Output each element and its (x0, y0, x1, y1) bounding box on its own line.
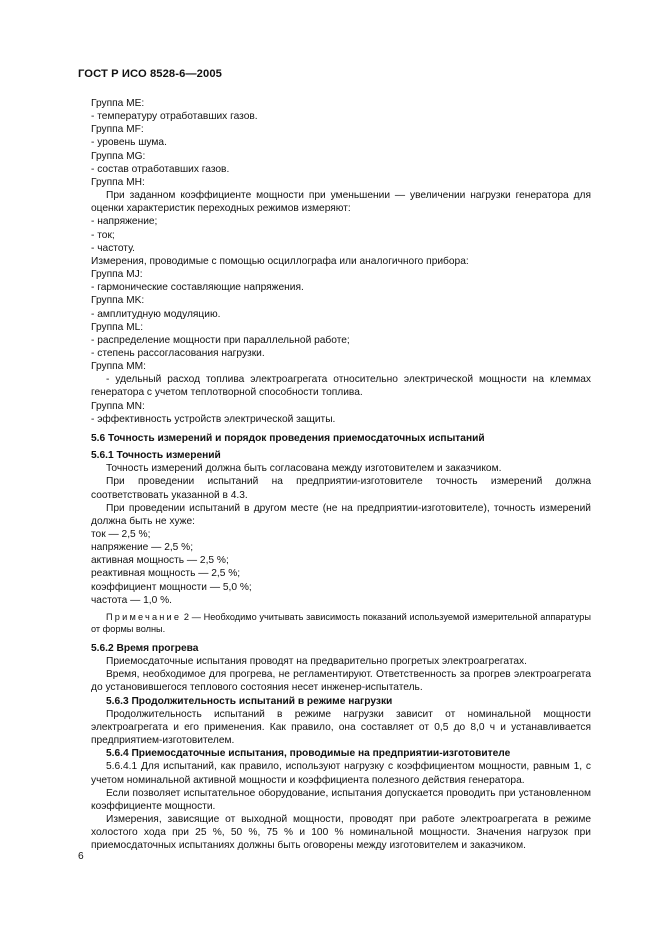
list-item: Группа MJ: (91, 269, 143, 281)
list-item: - степень рассогласования нагрузки. (91, 347, 265, 359)
subsection-heading: 5.6.1 Точность измерений (91, 450, 221, 462)
list-item: - гармонические составляющие напряжения. (91, 282, 304, 294)
accuracy-item: частота — 1,0 %. (91, 594, 173, 606)
accuracy-item: ток — 2,5 %; (91, 529, 151, 540)
accuracy-item: коэффициент мощности — 5,0 %; (91, 581, 252, 593)
paragraph: Продолжительность испытаний в режиме нагрузки зависит от номинальной мощности электроагрегата и его применения. Как правило, она составляет от 0,5 до 8,0 ч и устанавливается предприятием-изготовителем. (91, 708, 591, 747)
accuracy-item: реактивная мощность — 2,5 %; (91, 568, 241, 580)
list-item: - амплитудную модуляцию. (91, 308, 221, 320)
document-header: ГОСТ Р ИСО 8528-6—2005 (78, 68, 222, 80)
list-item: - состав отработавших газов. (91, 163, 230, 175)
list-item: - частоту. (91, 242, 135, 254)
list-item: Группа ME: (91, 98, 145, 109)
list-item: - напряжение; (91, 216, 158, 228)
list-item: - уровень шума. (91, 137, 167, 149)
note-text: 2 — Необходимо учитывать зависимость показаний используемой измерительной аппаратуры от формы волны. (91, 611, 591, 635)
paragraph: 5.6.4.1 Для испытаний, как правило, используют нагрузку с коэффициентом мощности, равным 1, с учетом номинальной активной мощности и коэффициента полезного действия генератора. (91, 761, 591, 786)
paragraph: Приемосдаточные испытания проводят на предварительно прогретых электроагрегатах. (106, 656, 527, 668)
accuracy-item: активная мощность — 2,5 %; (91, 555, 229, 567)
list-item: Измерения, проводимые с помощью осциллографа или аналогичного прибора: (91, 255, 469, 267)
section-heading: 5.6 Точность измерений и порядок проведения приемосдаточных испытаний (91, 432, 485, 444)
list-item: Группа MG: (91, 150, 146, 162)
subsection-heading: 5.6.3 Продолжительность испытаний в режиме нагрузки (106, 695, 393, 707)
note (91, 611, 591, 636)
page-content (91, 97, 591, 852)
list-item: Группа MH: (91, 176, 145, 188)
accuracy-item: напряжение — 2,5 %; (91, 542, 194, 554)
page-number: 6 (78, 851, 84, 862)
list-item: - ток; (91, 229, 115, 241)
paragraph: Время, необходимое для прогрева, не регламентируют. Ответственность за прогрев электроагрегата до установившегося теплового состояния несет инженер-испытатель. (91, 669, 591, 694)
paragraph: - удельный расход топлива электроагрегата относительно электрической мощности на клеммах генератора с учетом теплотворной способности топлива. (91, 374, 591, 399)
paragraph: При заданном коэффициенте мощности при уменьшении — увеличении нагрузки генератора для оценки характеристик переходных режимов измеряют: (91, 190, 591, 215)
list-item: Группа ML: (91, 321, 144, 333)
list-item: Группа MM: (91, 361, 146, 373)
list-item: - распределение мощности при параллельной работе; (91, 334, 350, 346)
subsection-heading: 5.6.4 Приемосдаточные испытания, проводимые на предприятии-изготовителе (106, 748, 511, 760)
list-item: - температуру отработавших газов. (91, 111, 258, 123)
paragraph: Измерения, зависящие от выходной мощности, проводят при работе электроагрегата в режиме холостого хода при 25 %, 50 %, 75 % и 100 % номинальной мощности. Значения нагрузок при приемосдаточных испытаниях должны быть оговорены между изготовителем и заказчиком. (91, 813, 591, 852)
note-label: Примечание (106, 611, 182, 622)
paragraph: Точность измерений должна быть согласована между изготовителем и заказчиком. (106, 463, 502, 475)
list-item: Группа MN: (91, 400, 145, 412)
paragraph: Если позволяет испытательное оборудование, испытания допускается проводить при установленном коэффициенте мощности. (91, 787, 591, 812)
paragraph: При проведении испытаний на предприятии-изготовителе точность измерений должна соответствовать указанной в 4.3. (91, 476, 591, 501)
paragraph: При проведении испытаний в другом месте (не на предприятии-изготовителе), точность измерений должна быть не хуже: (91, 502, 591, 527)
list-item: Группа MF: (91, 124, 144, 136)
subsection-heading: 5.6.2 Время прогрева (91, 642, 199, 654)
list-item: - эффективность устройств электрической защиты. (91, 413, 336, 425)
list-item: Группа MK: (91, 295, 145, 307)
